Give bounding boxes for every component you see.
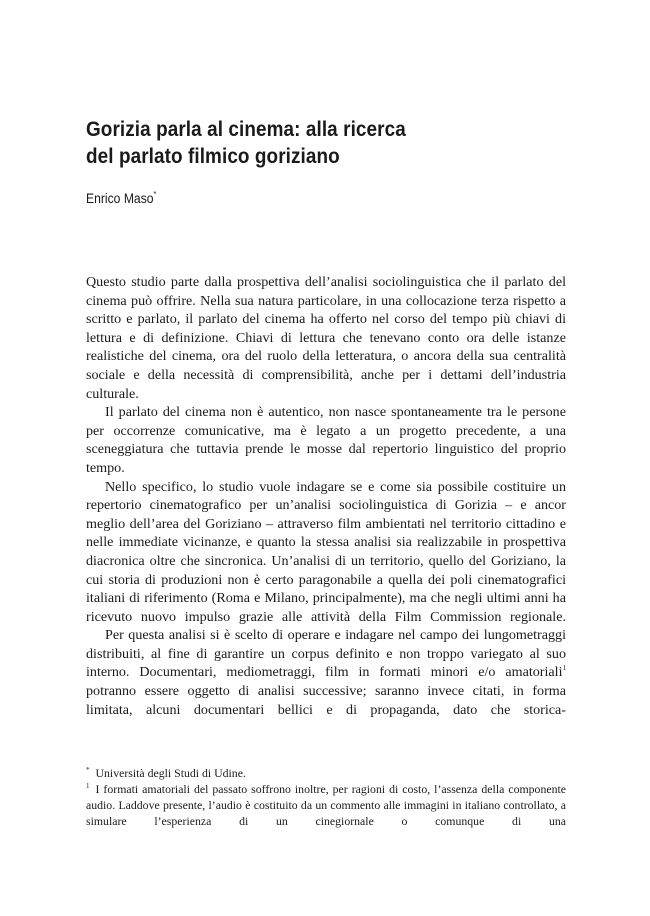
body-paragraph-4-text: Per questa analisi si è scelto di operare e indagare nel campo dei lungometraggi distribuiti, al fine di garantire un corpus definito e non troppo variegato al suo interno. Documentari, mediometraggi, film in formati minori e/o amatoriali: [86, 627, 566, 681]
body-paragraph-3: Nello specifico, lo studio vuole indagare se e come sia possibile costituire un repertorio cinematografico per un’analisi sociolinguistica di Gorizia – e ancor meglio dell’area del Goriziano – attraverso film ambientati nel territorio cittadino e nelle immediate vicinanze, e quanto la stessa analisi sia realizzabile in prospettiva diacronica oltre che sincronica. Un’analisi di un territorio, quello del Goriziano, la cui storia di produzioni non è certo paragonabile a quella dei poli cinematografici italiani di riferimento (Roma e Milano, principalmente), ma che negli ultimi anni ha ricevuto nuovo impulso grazie alle attività della Film Commission regionale.: [86, 478, 566, 625]
body-paragraph-2: Il parlato del cinema non è autentico, non nasce spontaneamente tra le persone per occorrenze comunicative, ma è legato a un progetto precedente, a una sceneggiatura che tuttavia prende le mosse dal repertorio linguistico del proprio tempo.: [86, 404, 566, 476]
affiliation-mark: *: [86, 766, 90, 774]
article-body: [86, 273, 566, 719]
body-paragraph-1: Questo studio parte dalla prospettiva dell’analisi sociolinguistica che il parlato del cinema può offrire. Nella sua natura particolare, in una collocazione terza rispetto a scritto e parlato, il parlato del cinema ha offerto nel corso del tempo più chiavi di lettura e di definizione. Chiavi di lettura che tenevano conto ora delle istanze realistiche del cinema, ora del ruolo della letteratura, o ancora della sua centralità sociale e della necessità di comprensibilità, anche per i dettami dell’industria culturale.: [86, 274, 566, 402]
footnote-1-text: I formati amatoriali del passato soffrono inoltre, per ragioni di costo, l’assenza della componente audio. Laddove presente, l’audio è costituito da un commento alle immagini in italiano controllato, a simulare l’esperienza di un cinegiornale o comunque di una: [86, 782, 566, 828]
footnote-reference-1[interactable]: 1: [562, 664, 566, 673]
author-name: Enrico Maso: [86, 191, 154, 206]
footnote-1-mark: 1: [86, 782, 90, 790]
body-paragraph-4: [86, 626, 566, 719]
body-paragraph-4-continuation: potranno essere oggetto di analisi successive; saranno invece citati, in forma limitata, alcuni documentari bellici e di propaganda, dato che storica-: [86, 683, 566, 718]
article-title-line-1: Gorizia parla al cinema: alla ricerca: [86, 117, 406, 141]
article-title-line-2: del parlato filmico goriziano: [86, 144, 340, 168]
footnote-affiliation: [86, 765, 566, 781]
footnote-1: [86, 781, 566, 829]
article-title: [86, 116, 500, 170]
affiliation-text: Università degli Studi di Udine.: [95, 766, 246, 780]
footnotes: [86, 765, 566, 829]
author-byline: [86, 191, 156, 206]
author-footnote-mark: *: [153, 190, 157, 199]
